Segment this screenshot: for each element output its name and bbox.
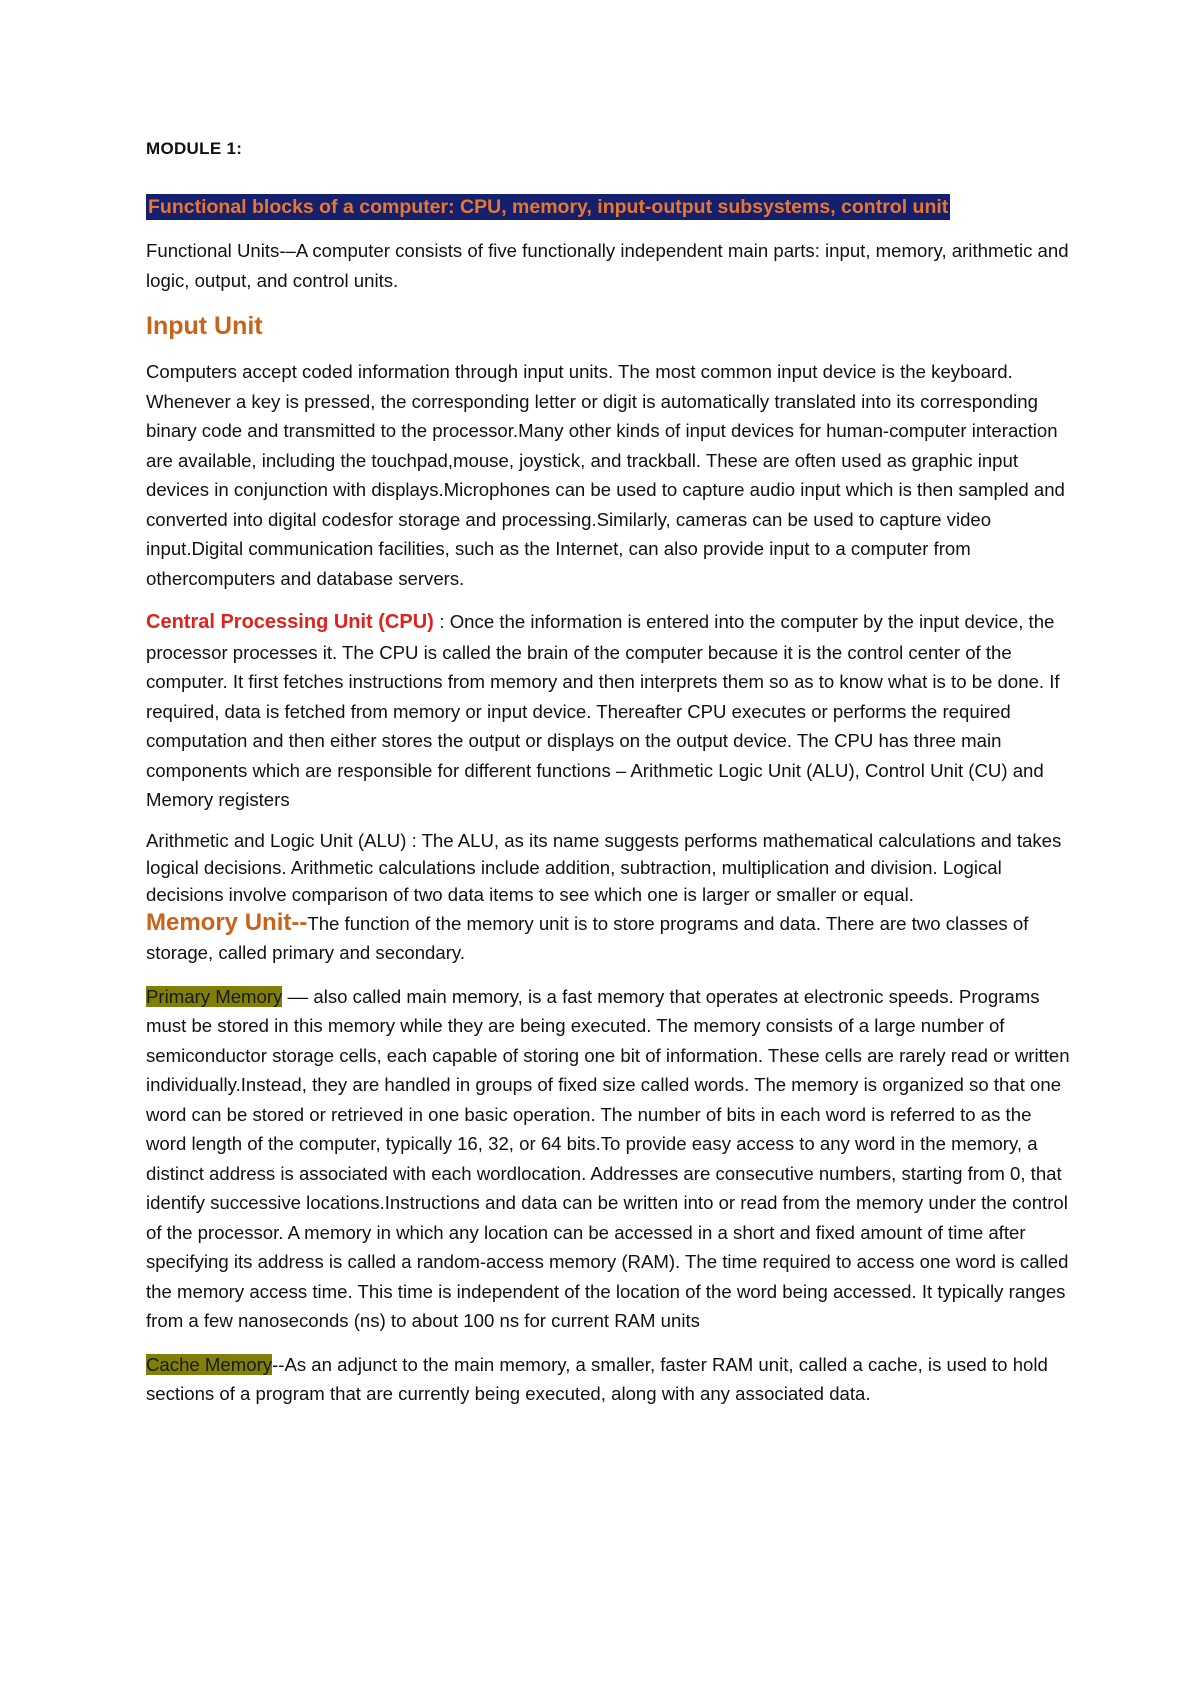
memory-unit-term: Memory Unit-- [146, 908, 308, 936]
memory-unit-body: The function of the memory unit is to store programs and data. There are two classes of storage, called primary and secondary. [146, 912, 1029, 963]
cpu-paragraph [146, 607, 1076, 815]
input-unit-heading: Input Unit [146, 312, 263, 340]
cpu-body: : Once the information is entered into the computer by the input device, the processor processes it. The CPU is called the brain of the computer because it is the control center of the computer. It first fetches instructions from memory and then interprets them so as to know what is to be done. If required, data is fetched from memory or input device. Thereafter CPU executes or performs the required computation and then either stores the output or displays on the output device. The CPU has three main components which are responsible for different functions – Arithmetic Logic Unit (ALU), Control Unit (CU) and Memory registers [146, 611, 1060, 810]
cpu-term: Central Processing Unit (CPU) [146, 611, 440, 633]
memory-unit-paragraph [146, 908, 1076, 968]
functional-units-intro: Functional Units-–A computer consists of five functionally independent main parts: input, memory, arithmetic and logic, output, and control units. [146, 240, 1069, 291]
primary-memory-term: Primary Memory [146, 985, 283, 1007]
document-page [146, 138, 1076, 1409]
cache-memory-term: Cache Memory [146, 1353, 273, 1375]
input-unit-paragraph: Computers accept coded information through input units. The most common input device is the keyboard. Whenever a key is pressed, the corresponding letter or digit is automatically translated into its corresponding binary code and transmitted to the processor.Many other kinds of input devices for human-computer interaction are available, including the touchpad,mouse, joystick, and trackball. These are often used as graphic input devices in conjunction with displays.Microphones can be used to capture audio input which is then sampled and converted into digital codesfor storage and processing.Similarly, cameras can be used to capture video input.Digital communication facilities, such as the Internet, can also provide input to a computer from othercomputers and database servers. [146, 361, 1065, 589]
functional-blocks-heading: Functional blocks of a computer: CPU, memory, input-output subsystems, control unit [148, 196, 949, 218]
cache-memory-paragraph [146, 1350, 1076, 1409]
alu-paragraph: Arithmetic and Logic Unit (ALU) : The ALU, as its name suggests performs mathematical calculations and takes logical decisions. Arithmetic calculations include addition, subtraction, multiplication and division. Logical decisions involve comparison of two data items to see which one is larger or smaller or equal. [146, 829, 1062, 905]
primary-memory-paragraph [146, 982, 1076, 1336]
cache-memory-body: --As an adjunct to the main memory, a smaller, faster RAM unit, called a cache, is used to hold sections of a program that are currently being executed, along with any associated data. [146, 1353, 1048, 1404]
primary-memory-body: –– also called main memory, is a fast memory that operates at electronic speeds. Programs must be stored in this memory while they are being executed. The memory consists of a large number of semiconductor storage cells, each capable of storing one bit of information. These cells are rarely read or written individually.Instead, they are handled in groups of fixed size called words. The memory is organized so that one word can be stored or retrieved in one basic operation. The number of bits in each word is referred to as the word length of the computer, typically 16, 32, or 64 bits.To provide easy access to any word in the memory, a distinct address is associated with each wordlocation. Addresses are consecutive numbers, starting from 0, that identify successive locations.Instructions and data can be written into or read from the memory under the control of the processor. A memory in which any location can be accessed in a short and fixed amount of time after specifying its address is called a random-access memory (RAM). The time required to access one word is called the memory access time. This time is independent of the location of the word being accessed. It typically ranges from a few nanoseconds (ns) to about 100 ns for current RAM units [146, 985, 1070, 1331]
module-title: MODULE 1: [146, 139, 243, 158]
